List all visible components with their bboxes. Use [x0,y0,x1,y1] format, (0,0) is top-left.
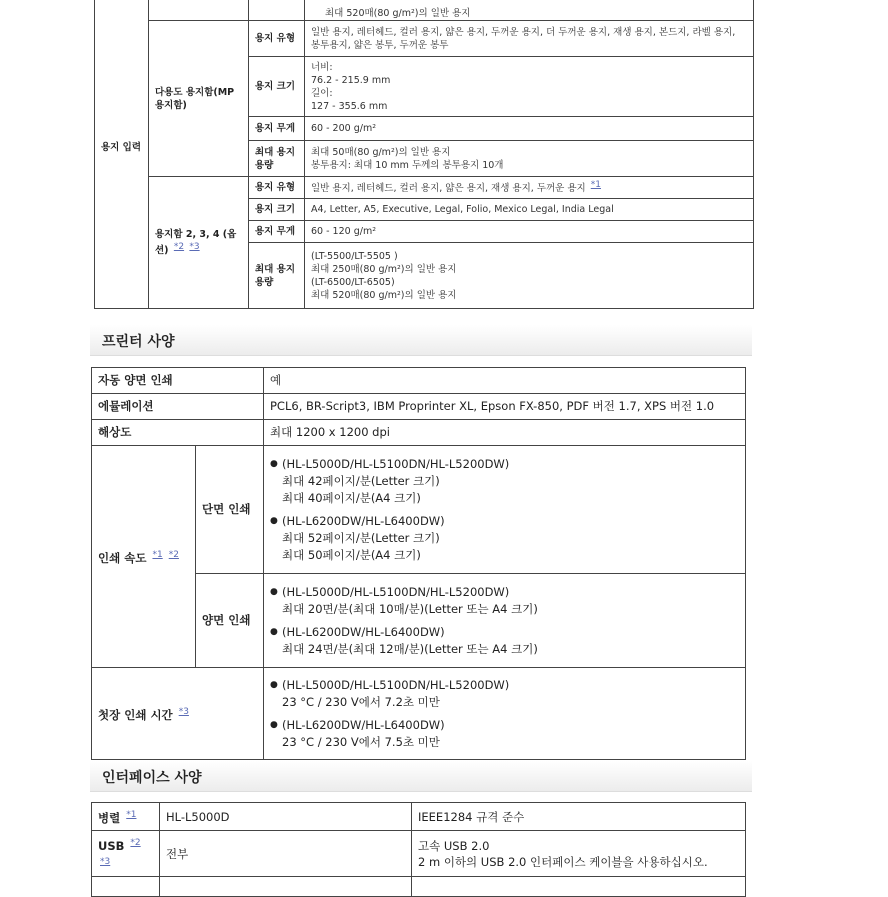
trays-size-label: 용지 크기 [249,199,305,221]
emulation-value: PCL6, BR-Script3, IBM Proprinter XL, Epson FX-850, PDF 버전 1.7, XPS 버전 1.0 [264,394,746,420]
mp-capacity-line: 최대 50매(80 g/m²)의 일반 용지 [311,146,451,158]
first-page-text: 첫장 인쇄 시간 [98,707,173,722]
simplex-value [264,446,746,574]
mp-size-label: 용지 크기 [249,57,305,117]
mp-size-line: 76.2 - 215.9 mm [311,74,391,86]
trays-capacity-line: (LT-6500/LT-6505) [311,276,395,288]
usb-line: 2 m 이하의 USB 2.0 인터페이스 케이블을 사용하십시오. [418,854,708,869]
footnote-link[interactable]: *1 [126,810,137,821]
spec-line: 최대 40페이지/분(A4 크기) [282,490,421,505]
footnote-link[interactable]: *3 [178,706,189,717]
trays-type-label: 용지 유형 [249,177,305,199]
trays-size-value: A4, Letter, A5, Executive, Legal, Folio, Mexico Legal, India Legal [305,199,754,221]
first-page-value [264,668,746,760]
footnote-link[interactable]: *2 [130,837,141,848]
paper-input-table [94,0,754,309]
mp-capacity-label: 최대 용지 용량 [249,141,305,177]
mp-weight-value: 60 - 200 g/m² [305,117,754,141]
spec-line: 최대 42페이지/분(Letter 크기) [282,473,440,488]
mp-size-line: 너비: [311,61,333,73]
model-bullet: ● (HL-L6200DW/HL-L6400DW) [270,513,739,530]
interface-specs-table [91,802,746,897]
trays-capacity-label: 최대 용지 용량 [249,243,305,309]
resolution-label: 해상도 [92,420,264,446]
mp-size-line: 127 - 355.6 mm [311,100,388,112]
trays-label-text: 용지함 2, 3, 4 (옵션) [155,228,237,257]
usb-line: 고속 USB 2.0 [418,838,490,853]
usb-label [92,831,160,877]
spec-line: 23 °C / 230 V에서 7.2초 미만 [282,694,440,709]
resolution-value: 최대 1200 x 1200 dpi [264,420,746,446]
spec-line: 최대 50페이지/분(A4 크기) [282,547,421,562]
auto-duplex-value: 예 [264,368,746,394]
model-bullet: ● (HL-L5000D/HL-L5100DN/HL-L5200DW) [270,677,739,694]
mp-type-value: 일반 용지, 레터헤드, 컬러 용지, 얇은 용지, 두꺼운 용지, 더 두꺼운 용지, 재생 용지, 본드지, 라벨 용지, 봉투용지, 얇은 봉투, 두꺼운 봉투 [305,21,754,57]
mp-size-value [305,57,754,117]
mp-type-label: 용지 유형 [249,21,305,57]
model-bullet: ● (HL-L6200DW/HL-L6400DW) [270,717,739,734]
footnote-link[interactable]: *1 [590,180,601,191]
mp-size-line: 길이: [311,87,333,99]
trays-capacity-value [305,243,754,309]
trays-weight-value: 60 - 120 g/m² [305,221,754,243]
trays-capacity-line: 최대 520매(80 g/m²)의 일반 용지 [311,289,457,301]
print-speed-text: 인쇄 속도 [98,550,147,565]
trays-weight-label: 용지 무게 [249,221,305,243]
trays-234-label [149,177,249,309]
footnote-link[interactable]: *2 [168,549,179,560]
simplex-label: 단면 인쇄 [196,446,264,574]
parallel-value: IEEE1284 규격 준수 [412,803,746,831]
footnote-link[interactable]: *3 [100,856,111,867]
footnote-link[interactable]: *2 [173,241,185,252]
mp-capacity-value [305,141,754,177]
printer-specs-heading: 프린터 사양 [102,334,175,350]
footnote-link[interactable]: *3 [189,241,200,252]
spec-line: 최대 24면/분(최대 12매/분)(Letter 또는 A4 크기) [282,641,538,656]
usb-model: 전부 [160,831,412,877]
mp-tray-label: 다용도 용지함(MP 용지함) [149,21,249,177]
interface-specs-heading-bar [90,761,752,792]
mp-capacity-line: 봉투용지: 최대 10 mm 두께의 봉투용지 10개 [311,159,504,171]
spec-line: 최대 52페이지/분(Letter 크기) [282,530,440,545]
parallel-text: 병렬 [98,810,121,825]
spec-line: 23 °C / 230 V에서 7.5초 미만 [282,734,440,749]
interface-specs-heading: 인터페이스 사양 [102,770,202,786]
trays-type-value [305,177,754,199]
trays-capacity-line: (LT-5500/LT-5505 ) [311,250,398,262]
model-bullet: ● (HL-L5000D/HL-L5100DN/HL-L5200DW) [270,584,739,601]
paper-input-label: 용지 입력 [95,0,149,309]
parallel-label [92,803,160,831]
usb-value [412,831,746,877]
mp-weight-label: 용지 무게 [249,117,305,141]
model-bullet: ● (HL-L6200DW/HL-L6400DW) [270,624,739,641]
auto-duplex-label: 자동 양면 인쇄 [92,368,264,394]
emulation-label: 에뮬레이션 [92,394,264,420]
spec-line: 최대 20면/분(최대 10매/분)(Letter 또는 A4 크기) [282,601,538,616]
print-speed-label [92,446,196,668]
printer-specs-heading-bar [90,325,752,356]
trays-capacity-line: 최대 250매(80 g/m²)의 일반 용지 [311,263,457,275]
model-bullet: ● (HL-L5000D/HL-L5100DN/HL-L5200DW) [270,456,739,473]
printer-specs-table [91,367,746,760]
top-cut-text: 최대 520매(80 g/m²)의 일반 용지 [305,0,754,21]
parallel-model: HL-L5000D [160,803,412,831]
trays-type-text: 일반 용지, 레터헤드, 컬러 용지, 얇은 용지, 재생 용지, 두꺼운 용지 [311,183,586,195]
duplex-print-label: 양면 인쇄 [196,574,264,668]
first-page-label [92,668,264,760]
footnote-link[interactable]: *1 [152,549,163,560]
usb-text: USB [98,838,125,853]
duplex-print-value [264,574,746,668]
